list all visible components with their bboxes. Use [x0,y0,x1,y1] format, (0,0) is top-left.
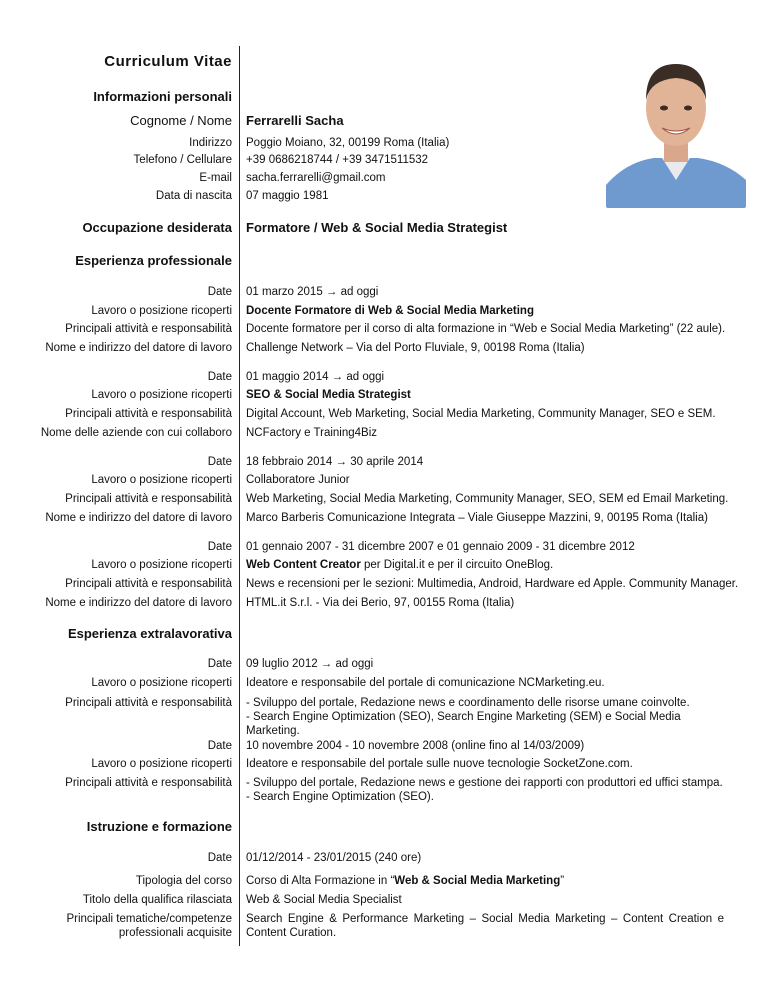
job-employer: Challenge Network – Via del Porto Fluviale, 9, 00198 Roma (Italia) [246,342,585,354]
job-date: 01 marzo 2015 → ad oggi [246,286,379,298]
extra-activities-label: Principali attività e responsabilità [65,777,232,789]
job-role-bold: Web Content Creator [246,559,361,571]
edu-course [246,874,726,888]
extra-date-label: Date [207,740,232,752]
job-activities-label: Principali attività e responsabilità [65,493,232,505]
job-role: SEO & Social Media Strategist [246,389,411,401]
job-activities: Docente formatore per il corso di alta formazione in “Web e Social Media Marketing” (22 aule). [246,323,726,335]
extra-activities-label: Principali attività e responsabilità [65,697,232,709]
job-date-label: Date [207,541,232,553]
job-date: 01 maggio 2014 → ad oggi [246,371,385,383]
section-extra-experience: Esperienza extralavorativa [67,626,232,641]
job-activities: News e recensioni per le sezioni: Multimedia, Android, Hardware ed Apple. Community Manager. [246,578,739,590]
job-role: Collaboratore Junior [246,474,350,486]
email-label: E-mail [199,172,232,184]
extra-date-label: Date [207,658,232,670]
job-date-label: Date [207,456,232,468]
job-activities: Web Marketing, Social Media Marketing, Community Manager, SEO, SEM ed Email Marketing. [246,493,729,505]
section-education: Istruzione e formazione [86,819,232,834]
phone-value: +39 0686218744 / +39 3471511532 [246,154,429,166]
job-role-rest: per Digital.it e per il circuito OneBlog. [360,559,554,571]
job-date: 01 gennaio 2007 - 31 dicembre 2007 e 01 gennaio 2009 - 31 dicembre 2012 [246,541,635,553]
extra-role-label: Lavoro o posizione ricoperti [91,758,232,770]
edu-course-post: ” [560,875,565,887]
column-divider [239,46,240,946]
edu-course-label: Tipologia del corso [135,875,232,887]
extra-role-label: Lavoro o posizione ricoperti [91,677,232,689]
edu-date: 01/12/2014 - 23/01/2015 (240 ore) [246,852,422,864]
job-employer-label: Nome e indirizzo del datore di lavoro [45,512,232,524]
email-value[interactable]: sacha.ferrarelli@gmail.com [246,172,386,184]
section-experience: Esperienza professionale [75,253,232,268]
extra-date: 09 luglio 2012 → ad oggi [246,658,374,670]
edu-qualification-label: Titolo della qualifica rilasciata [82,894,232,906]
job-role-label: Lavoro o posizione ricoperti [91,305,232,317]
edu-qualification: Web & Social Media Specialist [246,894,402,906]
edu-skills-label: Principali tematiche/competenze professionali acquisite [66,913,232,939]
birth-value: 07 maggio 1981 [246,190,329,202]
occupation-label: Occupazione desiderata [82,220,232,235]
job-role-label: Lavoro o posizione ricoperti [91,474,232,486]
address-value: Poggio Moiano, 32, 00199 Roma (Italia) [246,137,450,149]
job-employer-label: Nome e indirizzo del datore di lavoro [45,342,232,354]
job-date: 18 febbraio 2014 → 30 aprile 2014 [246,456,424,468]
phone-label: Telefono / Cellulare [133,154,232,166]
extra-activities: - Sviluppo del portale, Redazione news e coordinamento delle risorse umane coinvolte. - Search Engine Optimization (SEO), Search Engine Marketing (SEM) e Social Media Marketing. [246,697,690,737]
job-role-label: Lavoro o posizione ricoperti [91,559,232,571]
full-name: Ferrarelli Sacha [246,113,344,128]
extra-role: Ideatore e responsabile del portale di comunicazione NCMarketing.eu. [246,677,605,689]
job-activities-label: Principali attività e responsabilità [65,578,232,590]
extra-date: 10 novembre 2004 - 10 novembre 2008 (online fino al 14/03/2009) [246,740,585,752]
job-employer: HTML.it S.r.l. - Via dei Berio, 97, 00155 Roma (Italia) [246,597,515,609]
job-role-label: Lavoro o posizione ricoperti [91,389,232,401]
job-activities-label: Principali attività e responsabilità [65,323,232,335]
job-employer-label: Nome e indirizzo del datore di lavoro [45,597,232,609]
job-role [246,558,726,572]
name-label: Cognome / Nome [130,113,232,128]
birth-label: Data di nascita [155,190,232,202]
job-role: Docente Formatore di Web & Social Media Marketing [246,305,534,317]
job-date-label: Date [207,371,232,383]
edu-date-label: Date [207,852,232,864]
address-label: Indirizzo [189,137,232,149]
extra-role: Ideatore e responsabile del portale sulle nuove tecnologie SocketZone.com. [246,758,633,770]
cv-title: Curriculum Vitae [104,53,232,70]
section-personal-info: Informazioni personali [93,89,232,104]
edu-course-bold: Web & Social Media Marketing [394,875,561,887]
edu-course-pre: Corso di Alta Formazione in “ [246,875,395,887]
job-employer: NCFactory e Training4Biz [246,427,378,439]
job-activities-label: Principali attività e responsabilità [65,408,232,420]
job-date-label: Date [207,286,232,298]
job-activities: Digital Account, Web Marketing, Social Media Marketing, Community Manager, SEO e SEM. [246,408,716,420]
job-companies-label: Nome delle aziende con cui collaboro [40,427,232,439]
extra-activities: - Sviluppo del portale, Redazione news e gestione dei rapporti con produttori ed uffici stampa. - Search Engine Optimization (SEO). [246,777,723,803]
edu-skills: Search Engine & Performance Marketing – Social Media Marketing – Content Creation e Content Curation. [246,913,724,939]
occupation-value: Formatore / Web & Social Media Strategist [246,220,508,235]
job-employer: Marco Barberis Comunicazione Integrata – Viale Giuseppe Mazzini, 9, 00195 Roma (Italia) [246,512,708,524]
